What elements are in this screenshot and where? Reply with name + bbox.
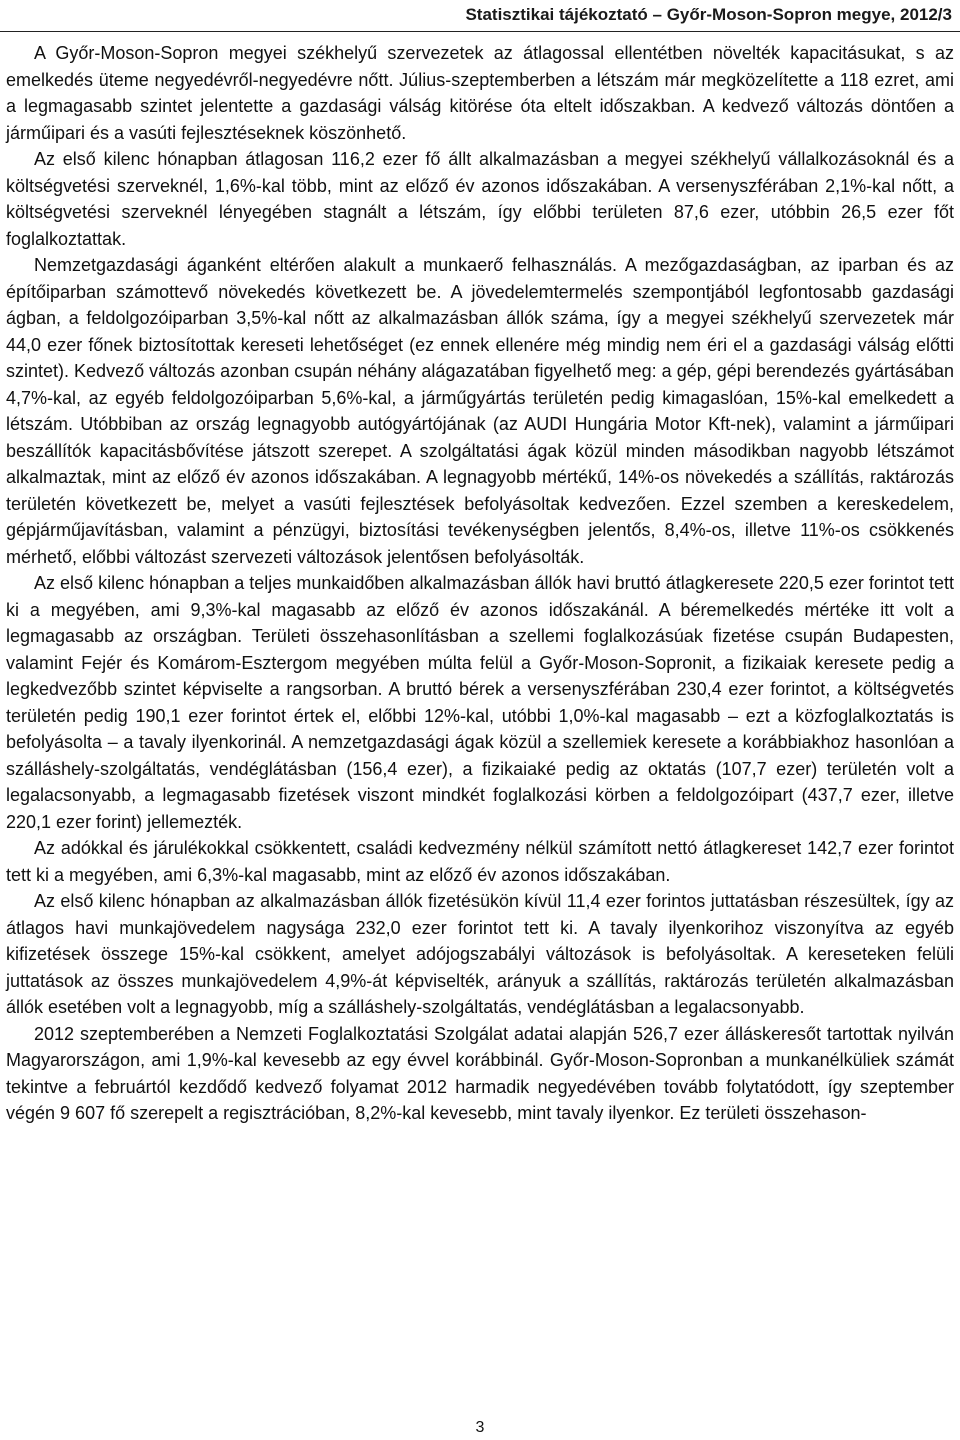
paragraph-headcount-trend: A Győr-Moson-Sopron megyei székhelyű szervezetek az átlagossal ellentétben növelték kapacitásukat, s az emelkedés üteme negyedévről-negyedévre nőtt. Július-szeptemberben a létszám már megközelítette a 118 ezret, ami a legmagasabb szintet jelentette a gazdasági válság kitörése óta eltelt időszakban. A kedvező változás döntően a járműipari és a vasúti fejlesztéseknek köszönhető. (6, 43, 954, 143)
paragraph-net-earnings: Az adókkal és járulékokkal csökkentett, családi kedvezmény nélkül számított nettó átlagkereset 142,7 ezer forintot tett ki a megyében, ami 6,3%-kal magasabb, mint az előző év azonos időszakában. (6, 838, 954, 885)
page-number: 3 (475, 1419, 485, 1436)
paragraph-sector-employment: Nemzetgazdasági áganként eltérően alakult a munkaerő felhasználás. A mezőgazdaságban, az iparban és az építőiparban számottevő növekedés következett be. A jövedelemtermelés szempontjából legfontosabb gazdasági ágban, a feldolgozóiparban 3,5%-kal nőtt az alkalmazásban állók száma, így a megyei székhelyű szervezetek már 44,0 ezer főnek biztosítottak kereseti lehetőséget (ez ennek ellenére még mindig nem éri el a gazdasági válság előtti szintet). Kedvező változás azonban csupán néhány alágazatában figyelhető meg: a gép, gépi berendezés gyártásában 4,7%-kal, az egyéb feldolgozóiparban 5,6%-kal, a járműgyártás területén pedig kimagaslóan, 15%-kal emelkedett a létszám. Utóbbiban az ország legnagyobb autógyártójának (az AUDI Hungária Motor Kft-nek), valamint a járműipari beszállítók kapacitásbővítése játszott szerepet. A szolgáltatási ágak közül minden másodikban nagyobb létszámot alkalmaztak, mint az előző év azonos időszakában. A legnagyobb mértékű, 14%-os növekedés a szállítás, raktározás területén következett be, melyet a vasúti fejlesztések befolyásoltak kedvezően. Ezzel szemben a kereskedelem, gépjárműjavításban, valamint a pénzügyi, biztosítási tevékenységben jelentős, 8,4%-os, illetve 11%-os csökkenés mérhető, előbbi változást szervezeti változások jelentősen befolyásolták. (6, 255, 954, 567)
paragraph-other-benefits: Az első kilenc hónapban az alkalmazásban állók fizetésükön kívül 11,4 ezer forintos juttatásban részesültek, így az átlagos havi munkajövedelem nagysága 232,0 ezer forintot tett ki. A tavaly ilyenkorihoz viszonyítva az egyéb kifizetések összege 15%-kal csökkent, amelyet adójogszabályi változások is befolyásoltak. A kereseteken felüli juttatások az összes munkajövedelem 4,9%-át képviselték, arányuk a szállítás, raktározás területén alkalmazásban állók esetében volt a legnagyobb, míg a szálláshely-szolgáltatás, vendéglátásban a legalacsonyabb. (6, 891, 954, 1017)
body-text (6, 40, 954, 1127)
running-header-title: Statisztikai tájékoztató – Győr-Moson-Sopron megye, 2012/3 (465, 5, 952, 24)
header-divider (0, 31, 960, 32)
paragraph-jobseekers: 2012 szeptemberében a Nemzeti Foglalkoztatási Szolgálat adatai alapján 526,7 ezer álláskeresőt tartottak nyilván Magyarországon, ami 1,9%-kal kevesebb az egy évvel korábbinál. Győr-Moson-Sopronban a munkanélküliek számát tekintve a februártól kezdődő kedvező folyamat 2012 harmadik negyedévében tovább folytatódott, így szeptember végén 9 607 fő szerepelt a regisztrációban, 8,2%-kal kevesebb, mint tavaly ilyenkor. Ez területi összehason- (6, 1023, 954, 1123)
paragraph-average-employment: Az első kilenc hónapban átlagosan 116,2 ezer fő állt alkalmazásban a megyei székhelyű vállalkozásoknál és a költségvetési szerveknél, 1,6%-kal több, mint az előző év azonos időszakában. A versenyszférában 2,1%-kal nőtt, a költségvetési szerveknél lényegében stagnált a létszám, így előbbi területen 87,6 ezer, utóbbin 26,5 ezer főt foglalkoztattak. (6, 149, 954, 249)
paragraph-gross-earnings: Az első kilenc hónapban a teljes munkaidőben alkalmazásban állók havi bruttó átlagkeresete 220,5 ezer forintot tett ki a megyében, ami 9,3%-kal magasabb az előző év azonos időszakánál. A béremelkedés mértéke itt volt a legmagasabb az országban. Területi összehasonlításban a szellemi foglalkozásúak fizetése csupán Budapesten, valamint Fejér és Komárom-Esztergom megyében múlta felül a Győr-Moson-Sopronit, a fizikaiak keresete pedig a legkedvezőbb szintet képviselte a rangsorban. A bruttó bérek a versenyszférában 230,4 ezer forintot, a költségvetés területén pedig 190,1 ezer forintot értek el, előbbi 12%-kal, utóbbi 1,0%-kal magasabb – ezt a közfoglalkoztatás is befolyásolta – a tavaly ilyenkorinál. A nemzetgazdasági ágak közül a szellemiek keresete a korábbiakhoz hasonlóan a szálláshely-szolgáltatás, vendéglátásban (156,4 ezer), a fizikaiaké pedig az oktatás (107,7 ezer) területén volt a legalacsonyabb, a legmagasabb fizetések viszont mindkét foglalkozási körben a feldolgozóipart (437,7 ezer, illetve 220,1 ezer forint) jellemezték. (6, 573, 954, 832)
